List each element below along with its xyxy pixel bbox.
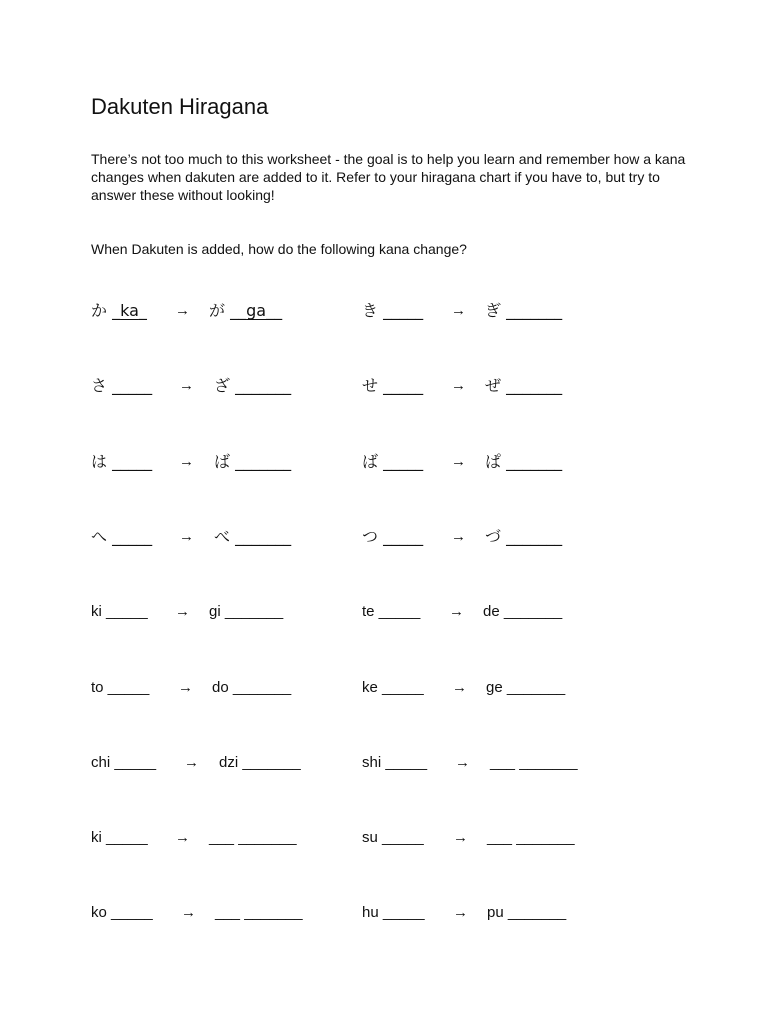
left-from-kana: は _____ xyxy=(91,452,153,471)
arrow-icon: → xyxy=(451,302,466,319)
right-to-romaji: ge _______ xyxy=(486,679,566,696)
right-to-kana: ぜ _______ xyxy=(485,376,563,395)
exercise-row xyxy=(0,676,768,700)
arrow-icon: → xyxy=(452,679,467,696)
left-to-romaji: ___ _______ xyxy=(215,904,303,921)
left-from-romaji: chi _____ xyxy=(91,754,157,771)
exercise-row xyxy=(0,600,768,624)
arrow-icon: → xyxy=(178,679,193,696)
left-from-romaji: ko _____ xyxy=(91,904,153,921)
left-from-kana: さ _____ xyxy=(91,376,153,395)
arrow-icon: → xyxy=(181,904,196,921)
right-from-romaji: ke _____ xyxy=(362,679,424,696)
arrow-icon: → xyxy=(175,829,190,846)
exercise-row xyxy=(0,525,768,549)
arrow-icon: → xyxy=(451,528,466,545)
right-from-romaji: te _____ xyxy=(362,603,421,620)
left-from-kana xyxy=(91,299,147,323)
right-to-romaji: pu _______ xyxy=(487,904,567,921)
left-from-kana: へ _____ xyxy=(91,527,153,546)
arrow-icon: → xyxy=(175,302,190,319)
right-to-kana: ぱ _______ xyxy=(485,452,563,471)
right-from-kana: せ _____ xyxy=(362,376,424,395)
left-to-romaji: ___ _______ xyxy=(209,829,297,846)
arrow-icon: → xyxy=(453,904,468,921)
page-title: Dakuten Hiragana xyxy=(91,94,269,119)
right-to-romaji: ___ _______ xyxy=(487,829,575,846)
right-to-romaji: ___ _______ xyxy=(490,754,578,771)
arrow-icon: → xyxy=(175,603,190,620)
exercise-row xyxy=(0,450,768,474)
exercise-row xyxy=(0,826,768,850)
example-answer: ga xyxy=(246,301,267,320)
arrow-icon: → xyxy=(179,453,194,470)
arrow-icon: → xyxy=(179,528,194,545)
left-to-kana xyxy=(209,299,282,323)
right-from-kana: き _____ xyxy=(362,301,424,320)
exercise-row xyxy=(0,901,768,925)
exercise-row xyxy=(0,751,768,775)
arrow-icon: → xyxy=(184,754,199,771)
right-from-romaji: hu _____ xyxy=(362,904,425,921)
to-label: が __ xyxy=(209,301,247,320)
exercise-row xyxy=(0,374,768,398)
left-to-romaji: do _______ xyxy=(212,679,292,696)
question-prompt: When Dakuten is added, how do the following kana change? xyxy=(91,241,467,257)
arrow-icon: → xyxy=(451,377,466,394)
arrow-icon: → xyxy=(451,453,466,470)
left-to-romaji: dzi _______ xyxy=(219,754,301,771)
right-from-kana: ば _____ xyxy=(362,452,424,471)
example-answer: ka xyxy=(120,301,139,320)
left-to-kana: べ _______ xyxy=(214,527,292,546)
intro-paragraph: There’s not too much to this worksheet - the goal is to help you learn and remember how a kana changes when dakuten are added to it. Refer to your hiragana chart if you have to, but try to answer these without looking! xyxy=(91,151,686,203)
left-from-romaji: ki _____ xyxy=(91,603,148,620)
arrow-icon: → xyxy=(449,603,464,620)
left-to-kana: ざ _______ xyxy=(214,376,292,395)
left-to-romaji: gi _______ xyxy=(209,603,284,620)
right-from-romaji: su _____ xyxy=(362,829,424,846)
right-from-kana: つ _____ xyxy=(362,527,424,546)
left-from-romaji: ki _____ xyxy=(91,829,148,846)
exercise-row xyxy=(0,299,768,323)
right-from-romaji: shi _____ xyxy=(362,754,428,771)
arrow-icon: → xyxy=(455,754,470,771)
blank-tail: __ xyxy=(266,301,283,320)
left-to-kana: ば _______ xyxy=(214,452,292,471)
right-to-romaji: de _______ xyxy=(483,603,563,620)
right-to-kana: ぎ _______ xyxy=(485,301,563,320)
blank-tail: _ xyxy=(138,301,147,320)
arrow-icon: → xyxy=(453,829,468,846)
left-from-romaji: to _____ xyxy=(91,679,150,696)
arrow-icon: → xyxy=(179,377,194,394)
right-to-kana: づ _______ xyxy=(485,527,563,546)
from-label: か _ xyxy=(91,301,121,320)
